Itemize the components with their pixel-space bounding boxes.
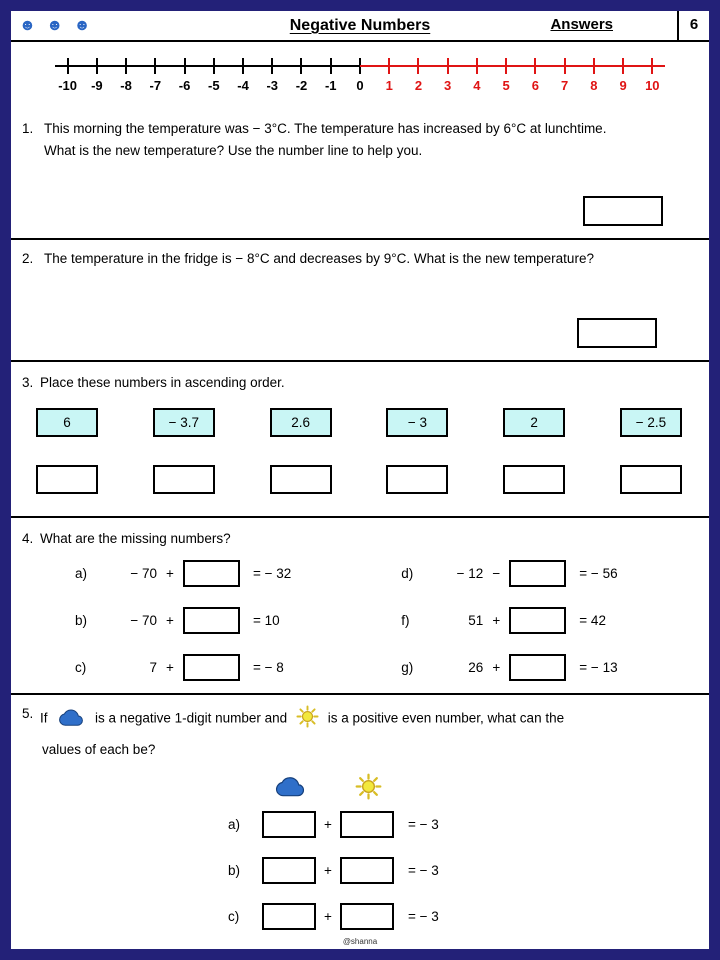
equation-operator: + xyxy=(492,612,501,628)
question-number: 3. xyxy=(22,375,34,390)
equation-result: = − 3 xyxy=(408,908,439,924)
question-text xyxy=(40,705,693,733)
number-line-cell xyxy=(170,52,199,112)
equations-left-column xyxy=(75,560,291,681)
equation-letter: f) xyxy=(401,612,410,628)
tick-label: 6 xyxy=(531,78,539,93)
tick-label: 10 xyxy=(645,78,660,93)
number-tile: − 3 xyxy=(386,408,448,437)
equation-result: = − 8 xyxy=(253,659,284,675)
number-line-cell xyxy=(82,52,111,112)
question-text-part: is a positive even number, what can the xyxy=(327,710,565,726)
tick-label: 0 xyxy=(356,78,364,93)
number-tile: − 2.5 xyxy=(620,408,682,437)
tick-label: 3 xyxy=(444,78,452,93)
cloud-icon xyxy=(273,773,307,799)
answer-box[interactable] xyxy=(583,196,663,226)
tick-label: 1 xyxy=(385,78,393,93)
symbol-key-row xyxy=(228,771,693,801)
sun-icon xyxy=(296,705,319,733)
equation-result: = 42 xyxy=(579,612,606,628)
equations-grid xyxy=(22,560,709,681)
smiley-icon: ☻ xyxy=(73,16,94,34)
question-1 xyxy=(11,112,709,226)
missing-number-box[interactable] xyxy=(183,560,240,587)
equation-operand: − 70 xyxy=(130,612,157,628)
tick-label: 2 xyxy=(414,78,423,93)
equation-result: = − 32 xyxy=(253,565,292,581)
tick-label: -3 xyxy=(266,78,279,93)
number-line-cell xyxy=(462,52,491,112)
question-text: This morning the temperature was − 3°C. The temperature has increased by 6°C at lunchtime. xyxy=(44,121,607,136)
equation-operand: − 70 xyxy=(130,565,157,581)
ordering-answer-box[interactable] xyxy=(36,465,98,494)
tick-label: -7 xyxy=(149,78,162,93)
equation-letter: c) xyxy=(228,908,240,924)
credit: @shanna xyxy=(342,937,378,947)
tick-label: 8 xyxy=(590,78,598,93)
sun-value-box[interactable] xyxy=(340,857,394,884)
tick-label: -2 xyxy=(295,78,308,93)
question-text: The temperature in the fridge is − 8°C and decreases by 9°C. What is the new temperature? xyxy=(44,251,594,266)
number-tile: − 3.7 xyxy=(153,408,215,437)
sun-value-box[interactable] xyxy=(340,903,394,930)
question-text: What are the missing numbers? xyxy=(40,531,231,546)
equation-result: = − 56 xyxy=(579,565,618,581)
question-text: What is the new temperature? Use the number line to help you. xyxy=(44,143,423,159)
equation-letter: a) xyxy=(75,565,88,581)
question-5-section xyxy=(11,695,709,949)
missing-number-box[interactable] xyxy=(509,607,566,634)
smiley-icons xyxy=(19,18,93,34)
question-2-section xyxy=(11,240,709,362)
page-number: 6 xyxy=(677,11,709,40)
tick-label: 5 xyxy=(502,78,510,93)
plus-operator: + xyxy=(324,908,332,924)
header xyxy=(11,11,709,42)
equation-result: = 10 xyxy=(253,612,280,628)
answer-box[interactable] xyxy=(577,318,657,348)
cloud-value-box[interactable] xyxy=(262,857,316,884)
equation-operand: − 12 xyxy=(456,565,484,581)
cloud-value-box[interactable] xyxy=(262,903,316,930)
sun-icon xyxy=(355,773,382,800)
equation-letter: c) xyxy=(75,659,87,675)
equation-operand: 7 xyxy=(149,659,157,675)
equation-row xyxy=(401,654,617,681)
number-tiles-row xyxy=(11,408,709,437)
equation-operator: + xyxy=(166,565,174,581)
equation-row xyxy=(401,560,617,587)
missing-number-box[interactable] xyxy=(183,607,240,634)
equation-operand: 51 xyxy=(468,612,484,628)
equation-operator: + xyxy=(166,659,174,675)
tick-label: -6 xyxy=(178,78,191,93)
ordering-answer-row xyxy=(11,465,709,494)
number-line-cell xyxy=(228,52,257,112)
equation-letter: b) xyxy=(228,862,241,878)
number-line-cell xyxy=(345,52,374,112)
plus-operator: + xyxy=(324,862,332,878)
value-equation-row xyxy=(228,903,693,930)
equation-letter: a) xyxy=(228,816,241,832)
number-line-cell xyxy=(404,52,433,112)
tick-label: -9 xyxy=(91,78,103,93)
ordering-answer-box[interactable] xyxy=(270,465,332,494)
equation-operator: + xyxy=(166,612,174,628)
number-tile: 6 xyxy=(36,408,98,437)
number-line-cell xyxy=(550,52,579,112)
equations-right-column xyxy=(401,560,617,681)
equation-result: = − 13 xyxy=(579,659,618,675)
smiley-icon: ☻ xyxy=(19,16,39,34)
number-line xyxy=(53,52,667,112)
number-line-cell xyxy=(53,52,82,112)
number-line-cell xyxy=(287,52,316,112)
ordering-answer-box[interactable] xyxy=(386,465,448,494)
tick-label: -4 xyxy=(237,78,249,93)
number-line-cell xyxy=(258,52,287,112)
cloud-value-box[interactable] xyxy=(262,811,316,838)
missing-number-box[interactable] xyxy=(509,654,566,681)
ordering-answer-box[interactable] xyxy=(620,465,682,494)
question-4-section xyxy=(11,518,709,695)
number-line-cell xyxy=(638,52,667,112)
equation-letter: g) xyxy=(401,659,414,675)
number-line-ticks xyxy=(53,52,667,112)
question-1-section xyxy=(11,42,709,240)
question-number: 5. xyxy=(22,706,34,721)
equation-row xyxy=(75,560,291,587)
equation-row xyxy=(75,607,291,634)
question-number: 4. xyxy=(22,531,34,546)
question-3-section xyxy=(11,362,709,518)
question-text-part: is a negative 1-digit number and xyxy=(95,710,288,726)
number-line-cell xyxy=(111,52,140,112)
equation-letter: b) xyxy=(75,612,88,628)
equation-result: = − 3 xyxy=(408,862,439,878)
number-line-cell xyxy=(433,52,462,112)
ordering-answer-box[interactable] xyxy=(503,465,565,494)
tick-label: 4 xyxy=(473,78,481,93)
missing-number-box[interactable] xyxy=(183,654,240,681)
number-line-cell xyxy=(375,52,404,112)
number-tile: 2.6 xyxy=(270,408,332,437)
number-line-cell xyxy=(608,52,637,112)
question-number: 1. xyxy=(22,121,34,136)
number-line-cell xyxy=(316,52,345,112)
value-equation-row xyxy=(228,857,693,884)
tick-label: 9 xyxy=(619,78,627,93)
missing-number-box[interactable] xyxy=(509,560,566,587)
equation-letter: d) xyxy=(401,565,414,581)
number-line-positive-segment xyxy=(360,65,665,67)
number-line-cell xyxy=(141,52,170,112)
tick-label: -5 xyxy=(208,78,220,93)
sun-value-box[interactable] xyxy=(340,811,394,838)
number-line-cell xyxy=(521,52,550,112)
equation-operator: + xyxy=(492,659,501,675)
answers-label: Answers xyxy=(550,16,613,34)
number-line-cell xyxy=(199,52,228,112)
equation-operator: − xyxy=(492,565,501,581)
equation-row xyxy=(401,607,617,634)
tick-label: -8 xyxy=(120,78,132,93)
number-line-cell xyxy=(492,52,521,112)
value-equation-rows xyxy=(228,811,693,930)
number-tile: 2 xyxy=(503,408,565,437)
question-text: Place these numbers in ascending order. xyxy=(40,375,285,390)
number-line-negative-segment xyxy=(55,65,360,67)
ordering-answer-box[interactable] xyxy=(153,465,215,494)
page-title: Negative Numbers xyxy=(289,16,431,34)
tick-label: -1 xyxy=(324,78,337,93)
question-text: values of each be? xyxy=(42,742,156,758)
equation-operand: 26 xyxy=(468,659,484,675)
cloud-icon xyxy=(56,706,86,733)
tick-label: -10 xyxy=(58,78,78,93)
question-text-part: If xyxy=(40,710,48,726)
tick-label: 7 xyxy=(560,78,569,93)
value-equation-row xyxy=(228,811,693,838)
number-line-cell xyxy=(579,52,608,112)
smiley-icon: ☻ xyxy=(46,16,67,34)
question-number: 2. xyxy=(22,251,34,266)
plus-operator: + xyxy=(324,816,332,832)
equation-row xyxy=(75,654,291,681)
equation-result: = − 3 xyxy=(408,816,439,832)
